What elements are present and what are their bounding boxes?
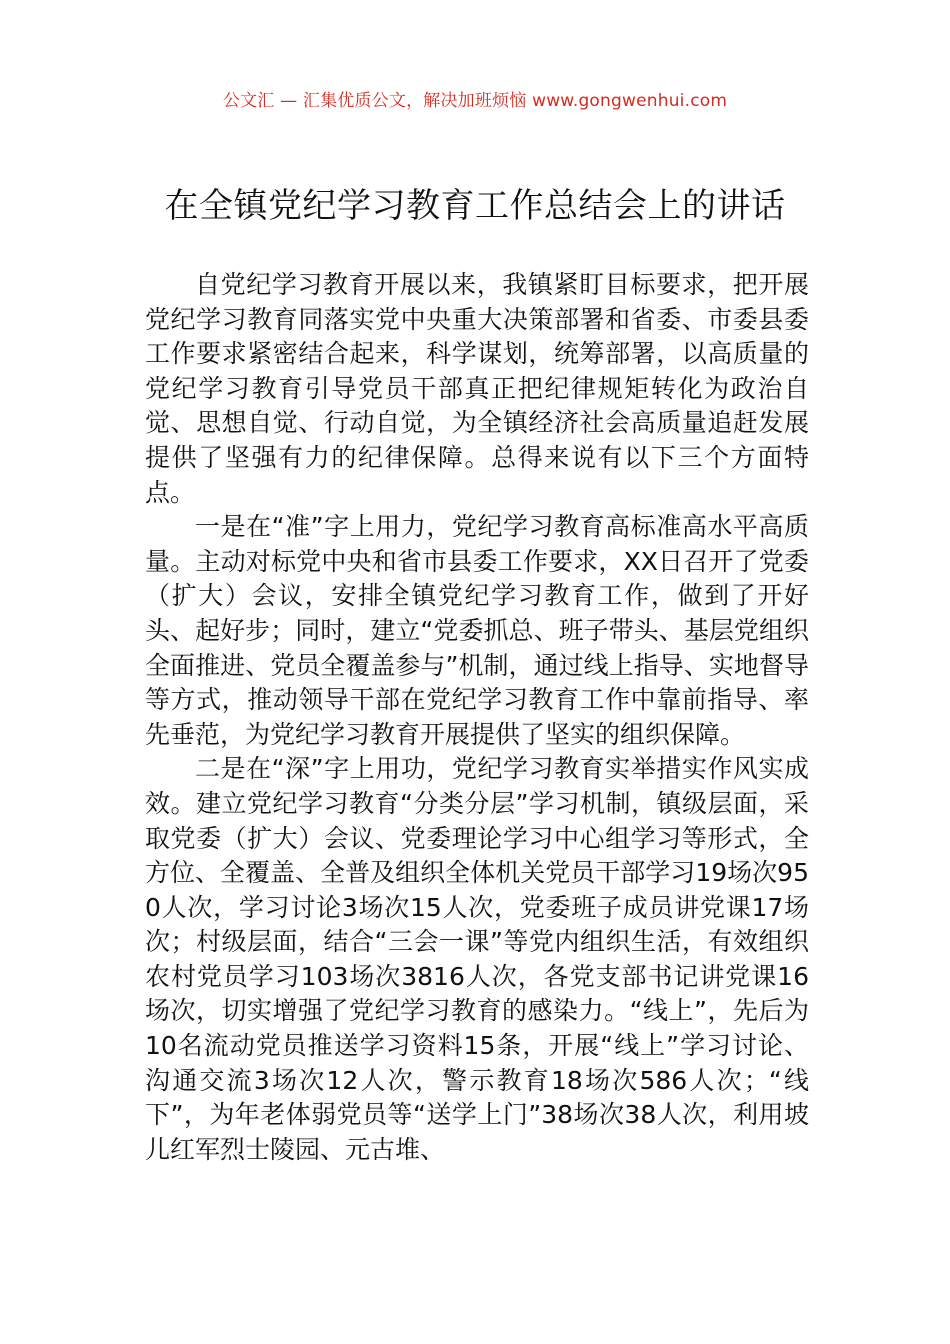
document-body [145, 268, 809, 1167]
header-banner: 公文汇 — 汇集优质公文，解决加班烦恼 www.gongwenhui.com [222, 91, 728, 111]
paragraph-intro: 自党纪学习教育开展以来，我镇紧盯目标要求，把开展党纪学习教育同落实党中央重大决策部署和省委、市委县委工作要求紧密结合起来，科学谋划，统筹部署，以高质量的党纪学习教育引导党员干部真正把纪律规矩转化为政治自觉、思想自觉、行动自觉，为全镇经济社会高质量追赶发展提供了坚强有力的纪律保障。总得来说有以下三个方面特点。 [145, 270, 809, 507]
document-title: 在全镇党纪学习教育工作总结会上的讲话 [164, 186, 786, 226]
paragraph-point-two: 二是在“深”字上用功，党纪学习教育实举措实作风实成效。建立党纪学习教育“分类分层”学习机制，镇级层面，采取党委（扩大）会议、党委理论学习中心组学习等形式，全方位、全覆盖、全普及组织全体机关党员干部学习19场次950人次，学习讨论3场次15人次，党委班子成员讲党课17场次；村级层面，结合“三会一课”等党内组织生活，有效组织农村党员学习103场次3816人次，各党支部书记讲党课16场次，切实增强了党纪学习教育的感染力。“线上”，先后为10名流动党员推送学习资料15条，开展“线上”学习讨论、沟通交流3场次12人次，警示教育18场次586人次；“线下”，为年老体弱党员等“送学上门”38场次38人次，利用坡儿红军烈士陵园、元古堆、 [145, 754, 809, 1164]
paragraph-point-one: 一是在“准”字上用力，党纪学习教育高标准高水平高质量。主动对标党中央和省市县委工作要求，XX日召开了党委（扩大）会议，安排全镇党纪学习教育工作，做到了开好头、起好步；同时，建立“党委抓总、班子带头、基层党组织全面推进、党员全覆盖参与”机制，通过线上指导、实地督导等方式，推动领导干部在党纪学习教育工作中靠前指导、率先垂范，为党纪学习教育开展提供了坚实的组织保障。 [145, 512, 809, 749]
